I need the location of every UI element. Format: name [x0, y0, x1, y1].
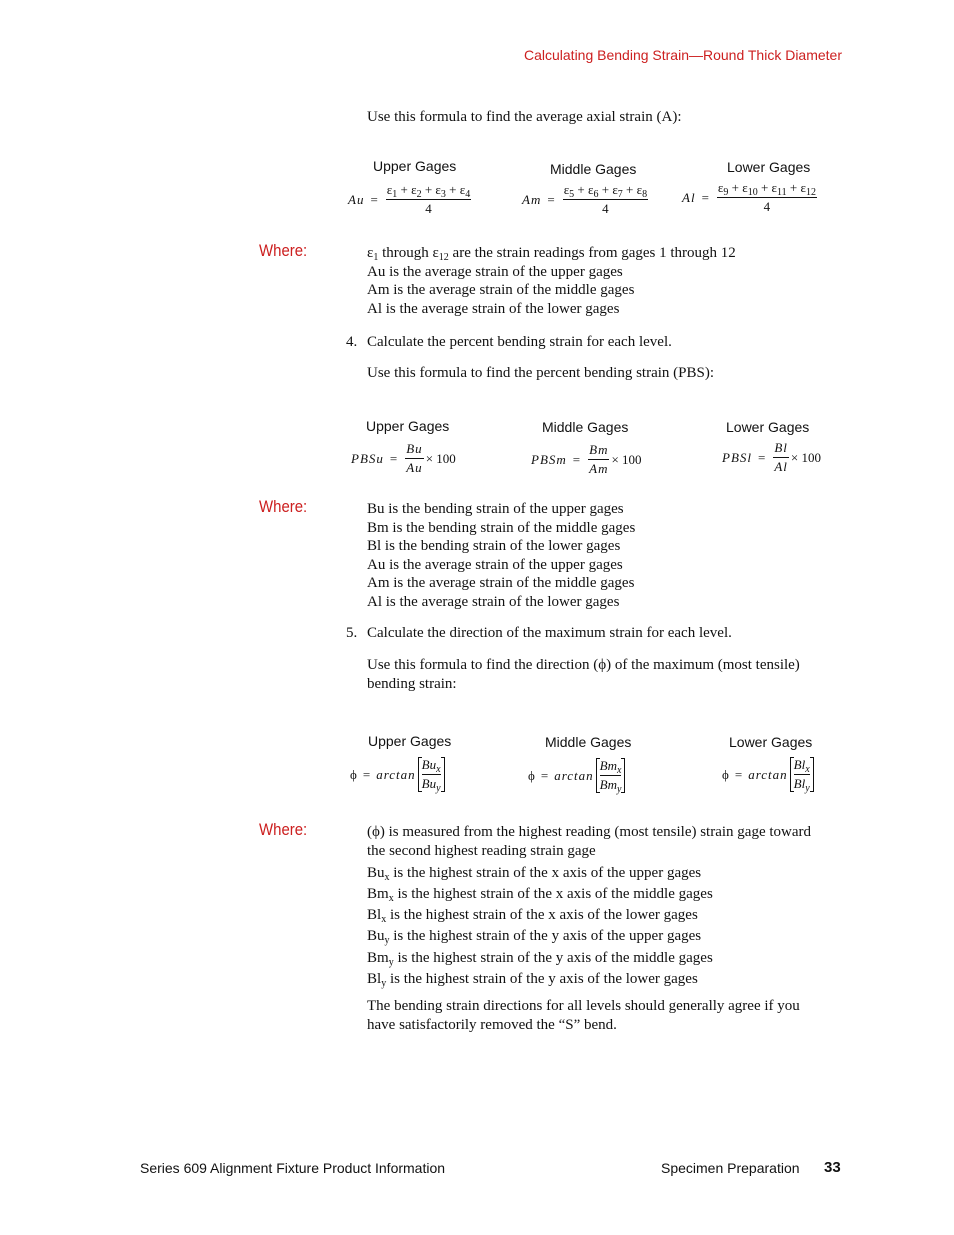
fraction: $\frac{\varepsilon_9 + \varepsilon_{10} + \varepsilon_{11} + \varepsilon_{12}}{4}$: [717, 180, 816, 214]
equation-axial-upper: Au = $\frac{\varepsilon_1 + \varepsilon_2 + \varepsilon_3 + \varepsilon_4}{4}$: [348, 182, 471, 216]
equation-direction-middle: ϕ = arctan $\frac{Bm_x}{Bm_y}$: [528, 758, 625, 793]
step-4-number: 4.: [346, 334, 358, 350]
direction-where-list: (ϕ) is measured from the highest reading (most tensile) strain gage toward the second highest reading strain gage $Bu_x$ is the highest strain of the x axis of the upper gages $Bm_x$ is the highest strain of the x axis of the middle gages $Bl_x$ is the highest strain of the x axis of the lower gages $Bu_y$ is the highest strain of the y axis of the upper gages $Bm_y$ is the highest strain of the y axis of the middle gages $Bl_y$ is the highest strain of the y axis of the lower gages: [367, 824, 812, 990]
direction-middle-caption: Middle Gages: [545, 734, 632, 750]
equation-direction-upper: ϕ = arctan $\frac{Bu_x}{Bu_y}$: [350, 757, 445, 792]
page-number: 33: [824, 1159, 841, 1176]
fraction: $\frac{\varepsilon_5 + \varepsilon_6 + \varepsilon_7 + \varepsilon_8}{4}$: [563, 182, 648, 216]
equation-direction-lower: ϕ = arctan $\frac{Bl_x}{Bl_y}$: [722, 757, 814, 792]
axial-where-list: $\varepsilon_1$ through $\varepsilon_{12}$ are the strain readings from gages 1 through 12 Au is the average strain of the upper gages Am is the average strain of the middle gages Al is the average strain of the lower gages: [367, 245, 736, 317]
where-label-3: Where:: [259, 820, 308, 839]
direction-upper-caption: Upper Gages: [368, 733, 452, 749]
fraction: $\frac{\varepsilon_1 + \varepsilon_2 + \varepsilon_3 + \varepsilon_4}{4}$: [386, 182, 471, 216]
step-5-number: 5.: [346, 625, 358, 641]
direction-lower-caption: Lower Gages: [729, 734, 813, 750]
pbs-where-list: Bu is the bending strain of the upper gages Bm is the bending strain of the middle gages Bl is the bending strain of the lower gages Au is the average strain of the upper gages Am is the average strain of the middle gages Al is the average strain of the lower gages: [367, 501, 636, 610]
pbs-middle-caption: Middle Gages: [542, 419, 629, 435]
axial-middle-caption: Middle Gages: [550, 161, 637, 177]
where-label-1: Where:: [259, 241, 308, 260]
footer-product-title: Series 609 Alignment Fixture Product Information: [140, 1160, 446, 1176]
pbs-lower-caption: Lower Gages: [726, 419, 810, 435]
where-label-2: Where:: [259, 497, 308, 516]
equation-lhs: Al: [682, 189, 696, 205]
equation-axial-lower: Al = $\frac{\varepsilon_9 + \varepsilon_{10} + \varepsilon_{11} + \varepsilon_{12}}{4}$: [682, 180, 816, 214]
running-header: Calculating Bending Strain—Round Thick Diameter: [523, 47, 842, 63]
direction-intro: Use this formula to find the direction (ϕ) of the maximum (most tensile) bending strain:: [367, 657, 800, 692]
equation-axial-middle: Am = $\frac{\varepsilon_5 + \varepsilon_6 + \varepsilon_7 + \varepsilon_8}{4}$: [522, 182, 648, 216]
equation-pbs-lower: PBSl = $\frac{Bl}{Al}$ × 100: [722, 440, 821, 474]
step-4-text: Calculate the percent bending strain for each level.: [367, 334, 672, 350]
equation-pbs-middle: PBSm = $\frac{Bm}{Am}$ × 100: [531, 442, 642, 476]
closing-note: The bending strain directions for all levels should generally agree if you have satisfactorily removed the “S” bend.: [367, 998, 800, 1033]
equation-pbs-upper: PBSu = $\frac{Bu}{Au}$ × 100: [351, 441, 456, 475]
step-5-text: Calculate the direction of the maximum strain for each level.: [367, 625, 732, 641]
pbs-upper-caption: Upper Gages: [366, 418, 450, 434]
pbs-intro: Use this formula to find the percent bending strain (PBS):: [367, 365, 715, 381]
axial-upper-caption: Upper Gages: [373, 158, 457, 174]
footer-section: Specimen Preparation: [661, 1160, 800, 1176]
axial-lower-caption: Lower Gages: [727, 159, 811, 175]
equation-lhs: Am: [522, 191, 542, 207]
axial-intro: Use this formula to find the average axial strain (A):: [367, 109, 682, 125]
equation-lhs: Au: [348, 191, 365, 207]
